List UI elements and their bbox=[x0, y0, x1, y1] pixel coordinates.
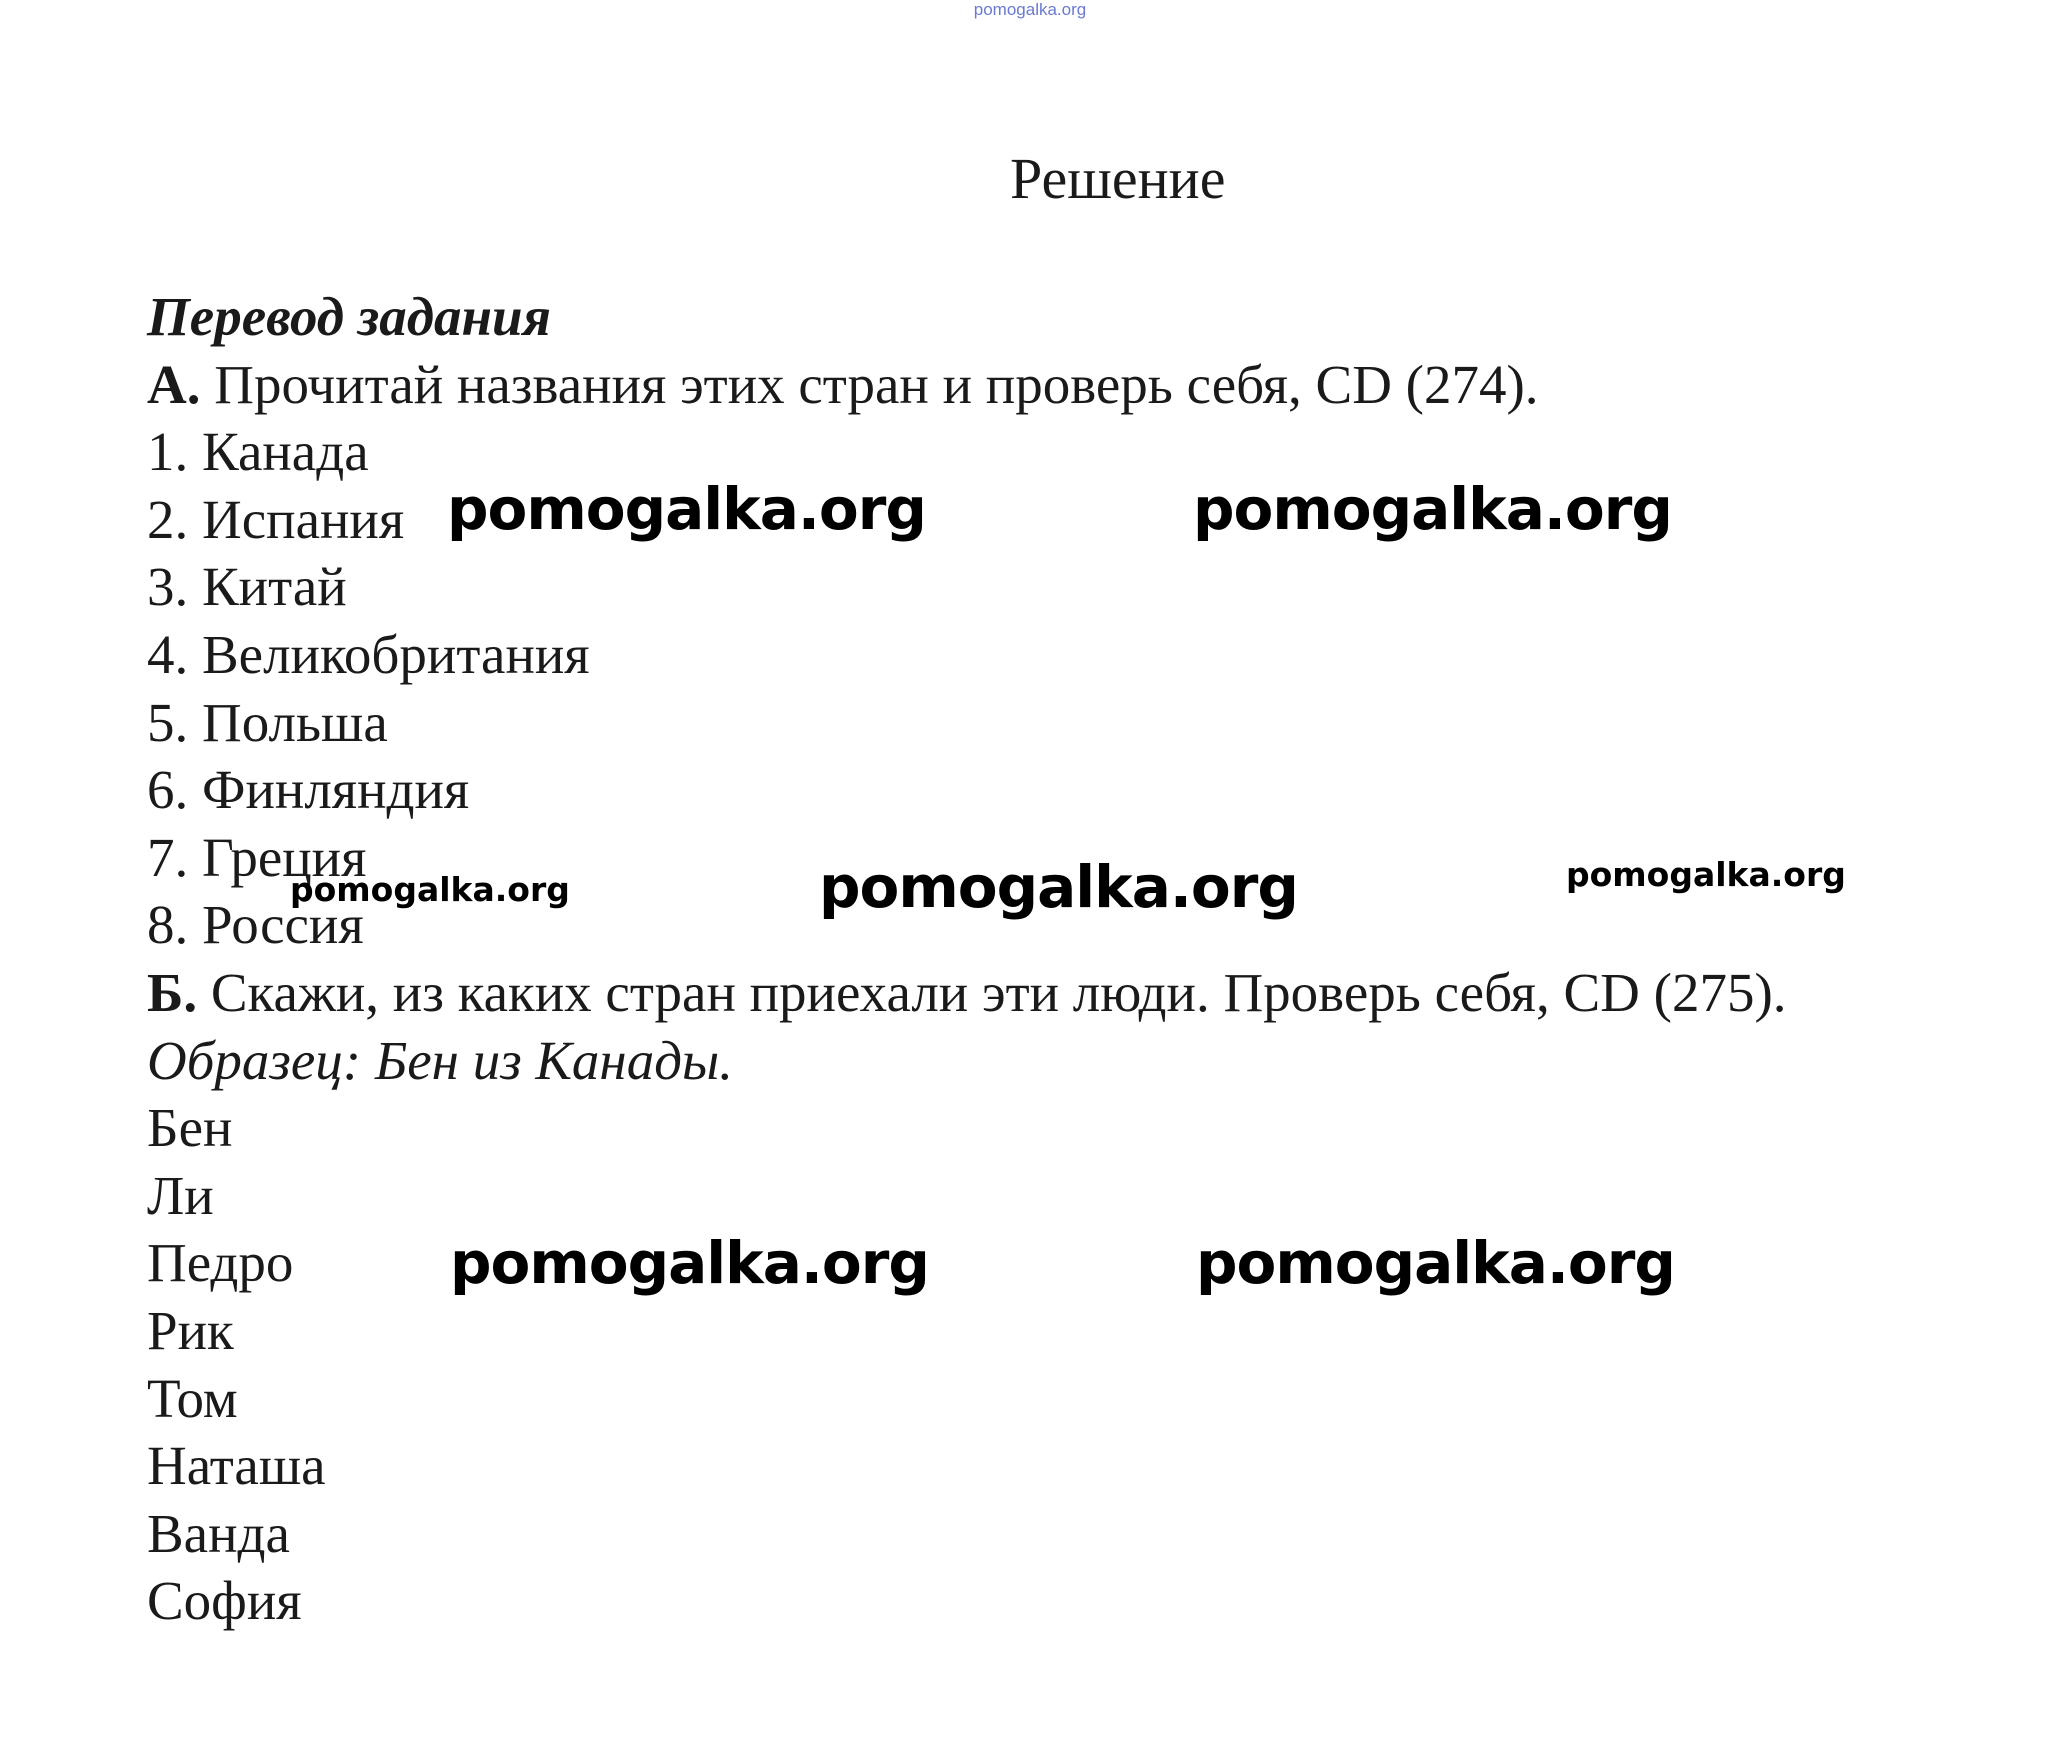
name-item: Ли bbox=[147, 1164, 214, 1226]
country-item: 2. Испания bbox=[147, 488, 405, 550]
name-item: Рик bbox=[147, 1299, 234, 1361]
watermark: pomogalka.org bbox=[1566, 855, 1846, 894]
country-item: 4. Великобритания bbox=[147, 623, 590, 685]
country-item: 1. Канада bbox=[147, 421, 369, 483]
country-item: 5. Польша bbox=[147, 691, 388, 753]
name-item: Педро bbox=[147, 1232, 294, 1294]
task-b-text: Скажи, из каких стран приехали эти люди. Проверь себя, CD (275). bbox=[197, 961, 1787, 1023]
watermark: pomogalka.org bbox=[819, 853, 1298, 921]
name-item: Ванда bbox=[147, 1502, 290, 1564]
task-a-text: Прочитай названия этих стран и проверь себя, CD (274). bbox=[200, 353, 1539, 415]
country-item: 8. Россия bbox=[147, 894, 364, 956]
watermark: pomogalka.org bbox=[1193, 475, 1672, 543]
task-b-line bbox=[147, 959, 1787, 1027]
name-item: Наташа bbox=[147, 1435, 326, 1497]
example-line: Образец: Бен из Канады. bbox=[147, 1029, 734, 1091]
page-heading: Решение bbox=[1010, 146, 1226, 211]
name-item: Том bbox=[147, 1367, 238, 1429]
country-item: 3. Китай bbox=[147, 556, 347, 618]
watermark: pomogalka.org bbox=[450, 1229, 929, 1297]
country-item: 6. Финляндия bbox=[147, 759, 470, 821]
watermark: pomogalka.org bbox=[290, 870, 570, 909]
watermark: pomogalka.org bbox=[447, 475, 926, 543]
watermark: pomogalka.org bbox=[1196, 1229, 1675, 1297]
name-item: София bbox=[147, 1570, 302, 1632]
country-item: 7. Греция bbox=[147, 826, 367, 888]
section-title: Перевод задания bbox=[147, 286, 551, 347]
task-b-label: Б. bbox=[147, 961, 198, 1023]
task-a-line bbox=[147, 351, 1787, 419]
task-a-label: А. bbox=[147, 353, 201, 415]
top-watermark: pomogalka.org bbox=[973, 0, 1087, 19]
name-item: Бен bbox=[147, 1097, 233, 1159]
